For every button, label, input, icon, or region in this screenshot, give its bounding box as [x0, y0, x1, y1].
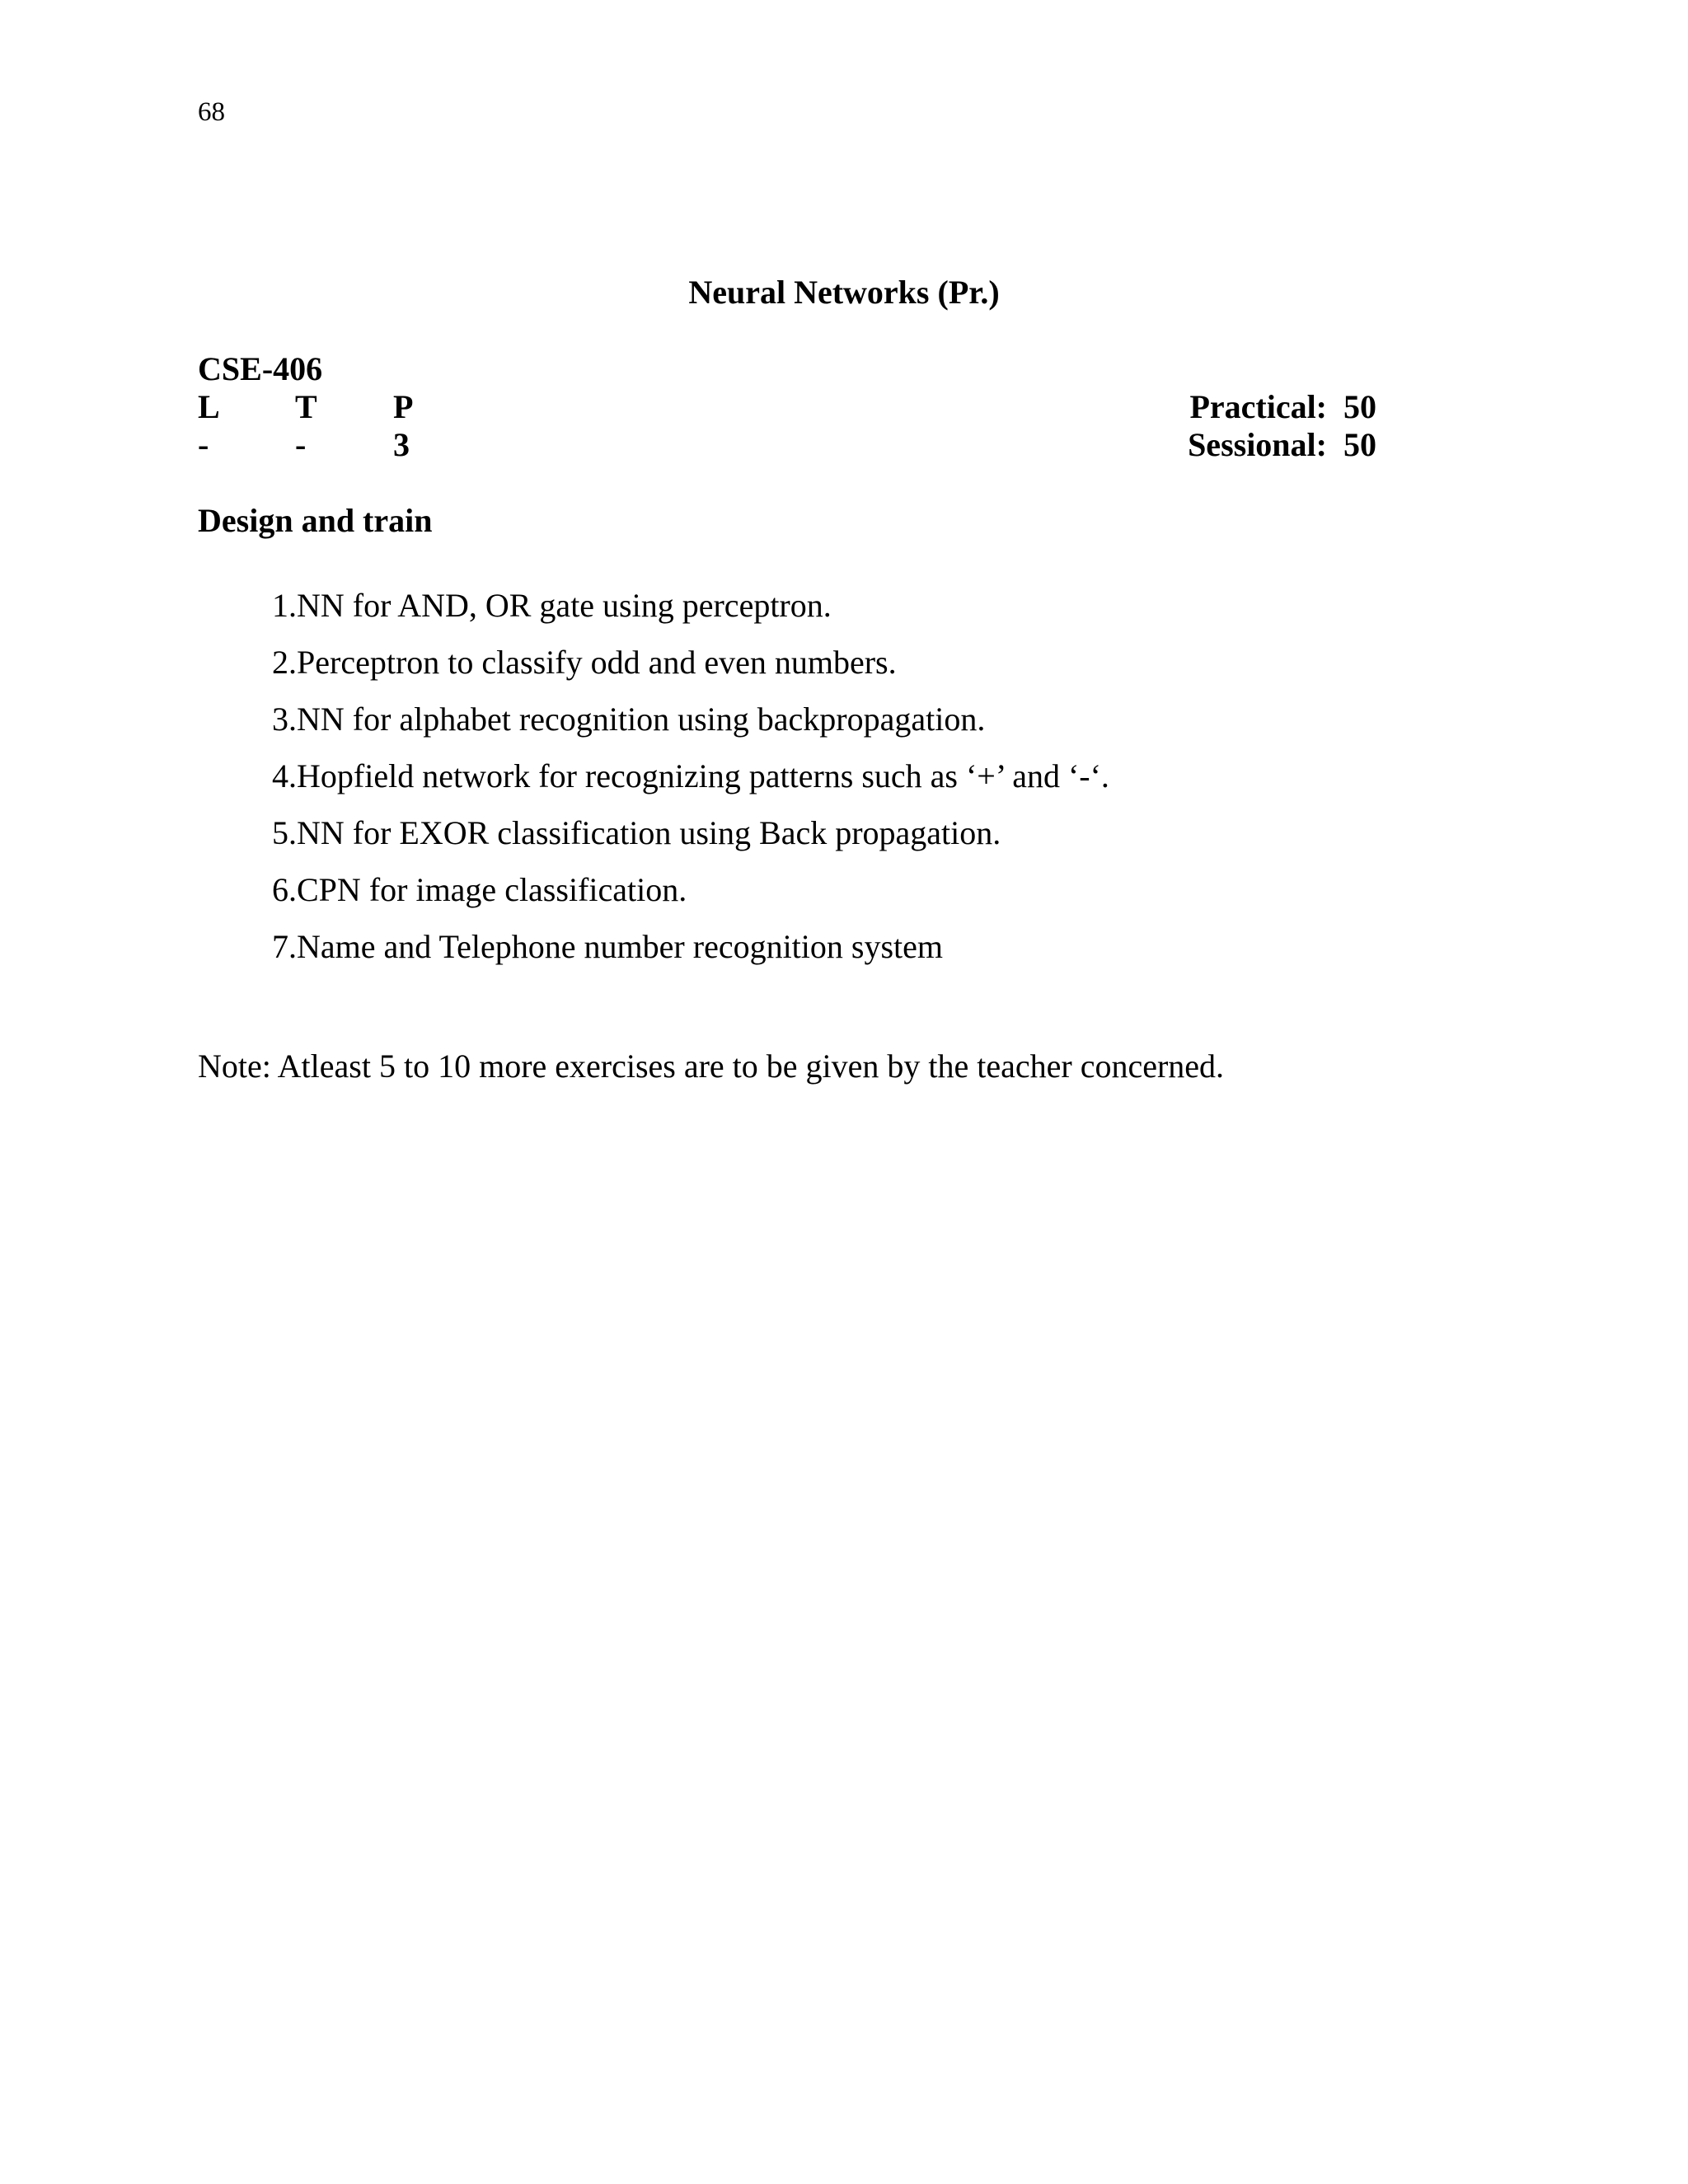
list-item-number: 2.	[272, 644, 297, 681]
list-item-number: 1.	[272, 587, 297, 624]
marks-practical	[1080, 388, 1393, 425]
list-item	[198, 861, 1109, 918]
list-item	[198, 691, 1109, 748]
list-item	[198, 577, 1109, 634]
list-item-number: 5.	[272, 814, 297, 851]
document-title: Neural Networks (Pr.)	[688, 274, 1000, 311]
ltp-header-l: L	[198, 388, 220, 425]
marks-practical-label: Practical:	[1189, 388, 1327, 425]
list-item-text: NN for alphabet recognition using backpropagation.	[297, 701, 986, 738]
marks-practical-value: 50	[1343, 388, 1376, 425]
list-item	[198, 918, 1109, 975]
list-item-text: Name and Telephone number recognition system	[297, 928, 944, 965]
course-code: CSE-406	[198, 350, 323, 387]
ltp-header-p: P	[393, 388, 414, 425]
list-item-number: 7.	[272, 928, 297, 965]
list-item-text: NN for AND, OR gate using perceptron.	[297, 587, 832, 624]
marks-sessional-label: Sessional:	[1188, 426, 1327, 463]
marks-sessional	[1080, 426, 1393, 463]
exercise-list	[198, 577, 1109, 975]
list-item	[198, 748, 1109, 804]
ltp-value-l: -	[198, 426, 209, 463]
ltp-header-t: T	[295, 388, 317, 425]
note-text: Note: Atleast 5 to 10 more exercises are to be given by the teacher concerned.	[198, 1047, 1225, 1085]
list-item-number: 3.	[272, 701, 297, 738]
list-item	[198, 804, 1109, 861]
list-item-text: NN for EXOR classification using Back propagation.	[297, 814, 1001, 851]
list-item-number: 6.	[272, 871, 297, 908]
page-number: 68	[198, 97, 225, 127]
section-heading: Design and train	[198, 502, 433, 539]
list-item-text: CPN for image classification.	[297, 871, 687, 908]
marks-sessional-value: 50	[1343, 426, 1376, 463]
ltp-value-t: -	[295, 426, 307, 463]
list-item-number: 4.	[272, 757, 297, 794]
list-item-text: Perceptron to classify odd and even numbers.	[297, 644, 897, 681]
list-item-text: Hopfield network for recognizing patterns such as ‘+’ and ‘-‘.	[297, 757, 1109, 794]
list-item	[198, 634, 1109, 691]
ltp-value-p: 3	[393, 426, 410, 463]
